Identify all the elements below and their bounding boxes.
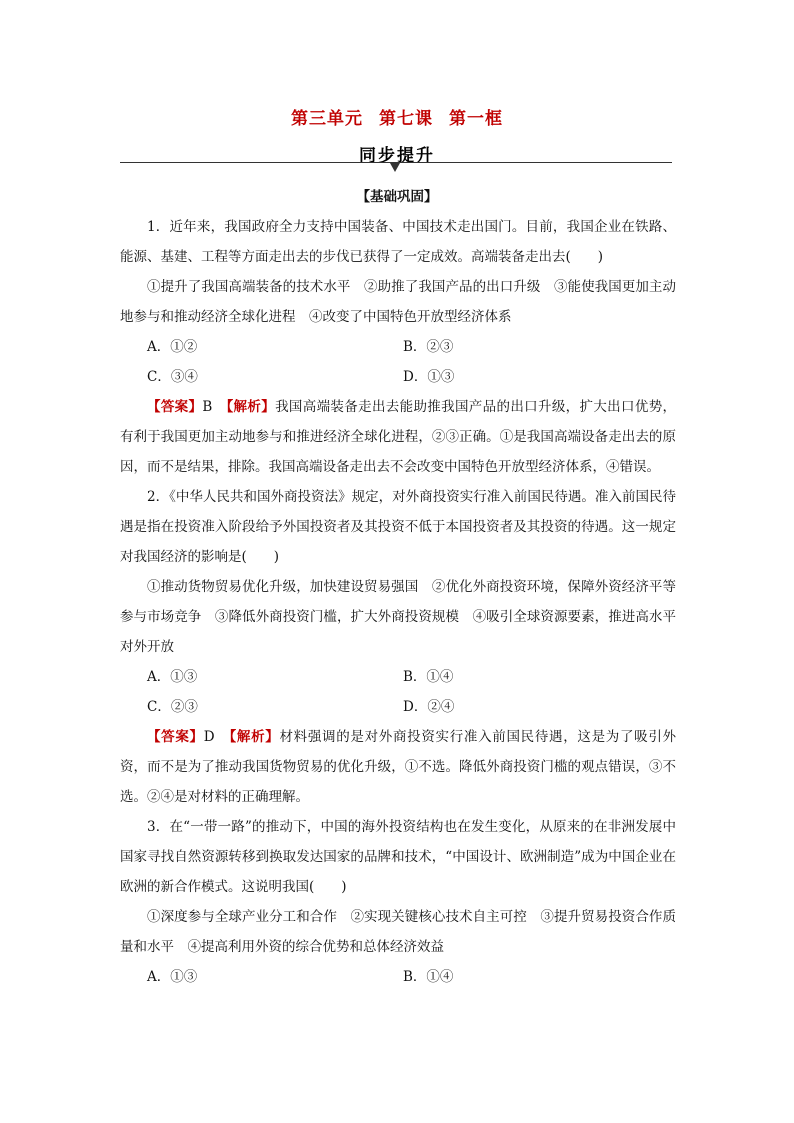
answer-value: B <box>202 399 227 415</box>
answer-tag: 【答案】 <box>147 729 204 745</box>
question-1-stem: 1．近年来，我国政府全力支持中国装备、中国技术走出国门。目前，我国企业在铁路、能源、基建、工程等方面走出去的步伐已获得了一定成效。高端装备走出去( ) <box>120 219 676 265</box>
page-subtitle: 同步提升 <box>359 146 435 166</box>
question-2-options-row-1 <box>120 662 676 692</box>
question-2-option-c: C．②③ <box>147 699 198 715</box>
question-3-option-b: B．①④ <box>403 969 454 985</box>
section-label: 【基础巩固】 <box>356 189 438 205</box>
question-1-options-row-1 <box>120 332 676 362</box>
title-lesson: 第七课 <box>379 109 433 129</box>
question-1-option-a: A．①② <box>147 339 198 355</box>
analysis-tag: 【解析】 <box>226 399 276 415</box>
answer-tag: 【答案】 <box>147 399 203 415</box>
question-2-stem: 2．《中华人民共和国外商投资法》规定，对外商投资实行准入前国民待遇。准入前国民待遇是指在投资准入阶段给予外国投资者及其投资不低于本国投资者及其投资的待遇。这一规定对我国经济的影响是( ) <box>120 489 676 565</box>
analysis-text: 我国高端装备走出去能助推我国产品的出口升级，扩大出口优势，有利于我国更加主动地参与和推进经济全球化进程，②③正确。①是我国高端设备走出去的原因，而不是结果，排除。我国高端设备走出去不会改变中国特色开放型经济体系，④错误。 <box>120 399 677 475</box>
question-3-option-a: A．①③ <box>147 969 198 985</box>
question-2-option-b: B．①④ <box>403 669 454 685</box>
question-3-stem: 3．在“一带一路”的推动下，中国的海外投资结构也在发生变化，从原来的在非洲发展中国家寻找自然资源转移到换取发达国家的品牌和技术，“中国设计、欧洲制造”成为中国企业在欧洲的新合作模式。这说明我国( ) <box>120 819 676 895</box>
title-frame: 第一框 <box>449 109 503 129</box>
down-triangle-icon <box>390 163 400 172</box>
question-2-items: ①推动货物贸易优化升级，加快建设贸易强国 ②优化外商投资环境，保障外资经济平等参与市场竞争 ③降低外商投资门槛，扩大外商投资规模 ④吸引全球资源要素，推进高水平对外开放 <box>120 579 676 655</box>
answer-value: D <box>203 729 230 745</box>
question-1-answer <box>120 392 676 482</box>
question-2-option-a: A．①③ <box>147 669 198 685</box>
question-2-option-d: D．②④ <box>403 699 455 715</box>
analysis-tag: 【解析】 <box>229 729 280 745</box>
question-2-answer <box>120 722 676 812</box>
question-1-option-b: B．②③ <box>403 339 454 355</box>
question-body <box>120 212 676 992</box>
question-1-option-d: D．①③ <box>403 369 455 385</box>
question-2-options-row-2 <box>120 692 676 722</box>
page-title <box>0 104 794 129</box>
question-1-items: ①提升了我国高端装备的技术水平 ②助推了我国产品的出口升级 ③能使我国更加主动地参与和推动经济全球化进程 ④改变了中国特色开放型经济体系 <box>120 279 676 325</box>
question-1-options-row-2 <box>120 362 676 392</box>
question-1-option-c: C．③④ <box>147 369 198 385</box>
title-unit: 第三单元 <box>291 109 363 129</box>
question-3-items: ①深度参与全球产业分工和合作 ②实现关键核心技术自主可控 ③提升贸易投资合作质量和水平 ④提高利用外资的综合优势和总体经济效益 <box>120 909 676 955</box>
question-3-options-row-1 <box>120 962 676 992</box>
analysis-text: 材料强调的是对外商投资实行准入前国民待遇，这是为了吸引外资，而不是为了推动我国货物贸易的优化升级，①不选。降低外商投资门槛的观点错误，③不选。②④是对材料的正确理解。 <box>120 729 677 805</box>
